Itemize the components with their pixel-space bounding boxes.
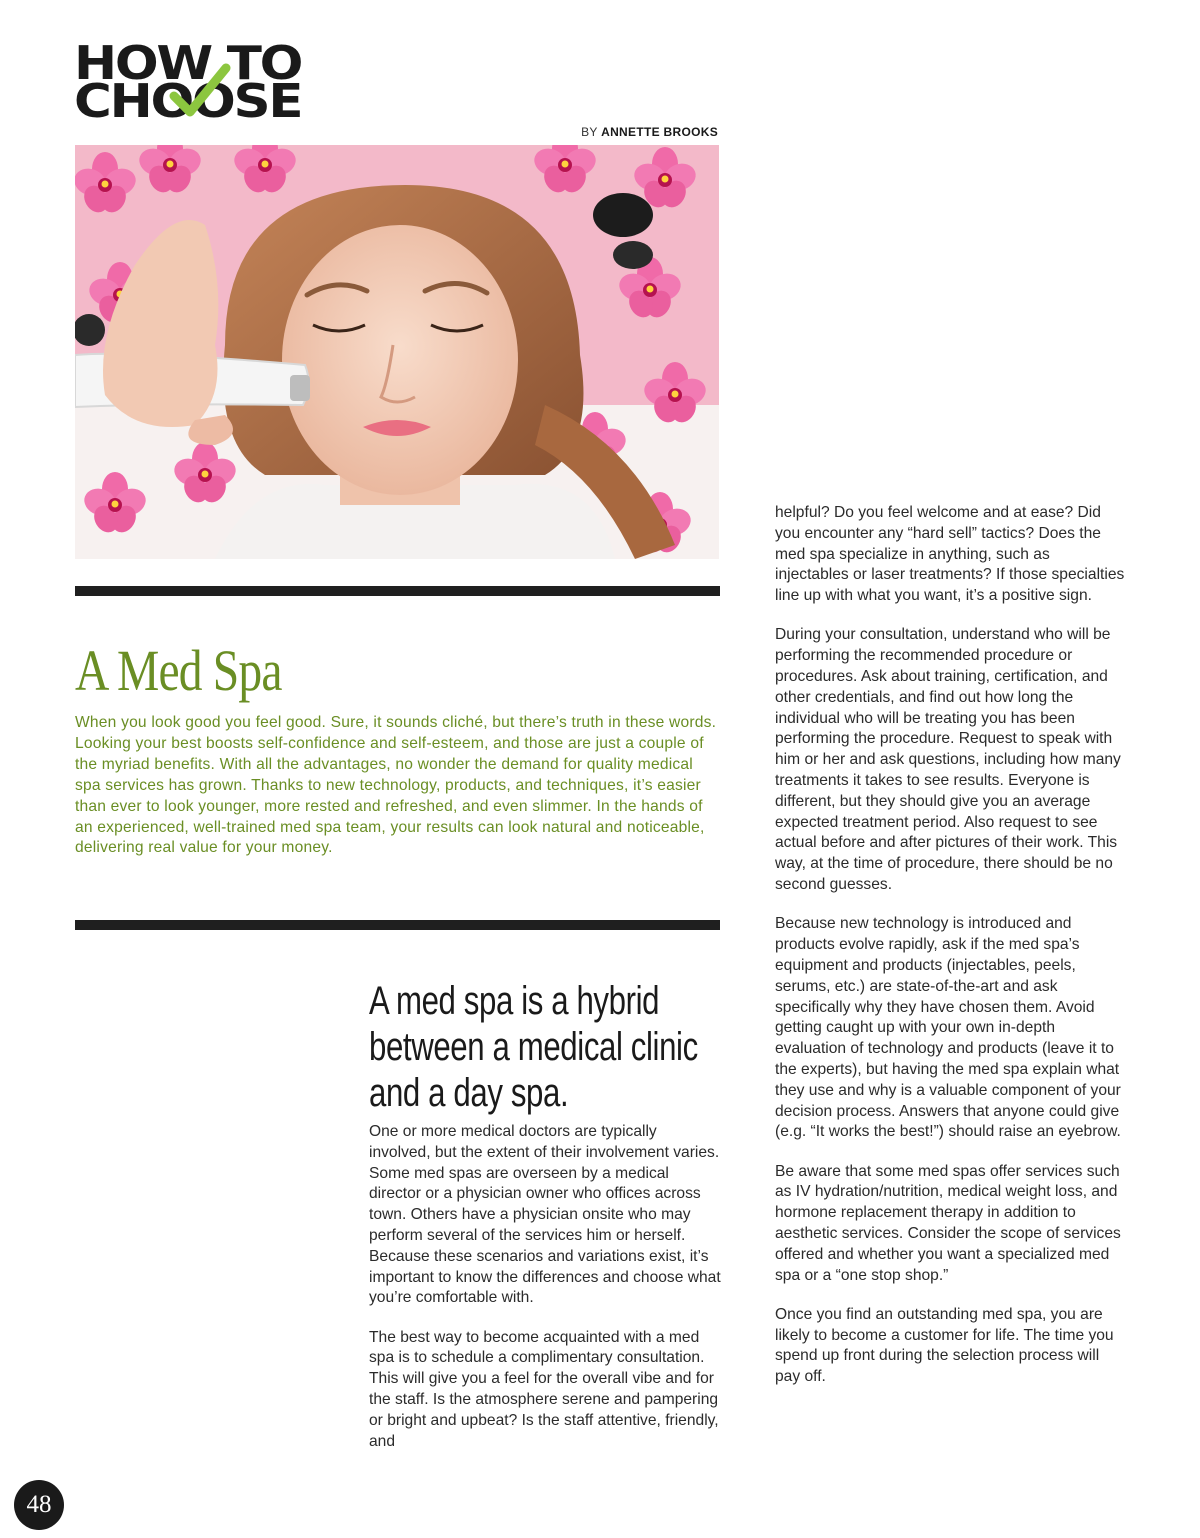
body-paragraph: One or more medical doctors are typically involved, but the extent of their involvement varies. Some med spas are overseen by a medical director or a physician owner who offices across town. Others have a physician onsite who may perform several of the services him or herself. Because these scenarios and variations exist, it’s important to know the differences and choose what you’re comfortable with. <box>369 1123 721 1307</box>
spa-facial-illustration <box>75 145 719 559</box>
pull-quote: A med spa is a hybrid between a medical clinic and a day spa. <box>369 979 698 1115</box>
how-to-choose-logo <box>74 36 344 128</box>
body-paragraph: During your consultation, understand who will be performing the recommended procedure or procedures. Ask about training, certification, and other credentials, and find out how long the individual who will be treating you has been performing the procedure. Request to speak with him or her and ask questions, including how many treatments it takes to see results. Everyone is different, but they should give you an average expected treatment period. Also request to see actual before and after pictures of their work. This way, at the time of procedure, there should be no second guesses. <box>775 626 1121 894</box>
byline-prefix: BY <box>581 125 602 139</box>
intro-paragraph: When you look good you feel good. Sure, it sounds cliché, but there’s truth in these words. Looking your best boosts self-confidence and self-esteem, and those are just a couple of the myriad benefits. With all the advantages, no wonder the demand for quality medical spa services has grown. Thanks to new technology, products, and techniques, it’s easier than ever to look younger, more rested and refreshed, and even slimmer. In the hands of an experienced, well-trained med spa team, your results can look natural and noticeable, delivering real value for your money. <box>75 714 717 857</box>
body-paragraph: The best way to become acquainted with a med spa is to schedule a complimentary consultation. This will give you a feel for the overall vibe and for the staff. Is the atmosphere serene and pampering or bright and upbeat? Is the staff attentive, friendly, and <box>369 1328 719 1450</box>
body-column-right <box>775 503 1127 1407</box>
body-paragraph: helpful? Do you feel welcome and at ease? Did you encounter any “hard sell” tactics? Does the med spa specialize in anything, such as injectables or laser treatments? If those specialties line up with what you want, it’s a positive sign. <box>775 504 1125 605</box>
section-title: A Med Spa <box>75 638 282 703</box>
logo-line-2: CHOOSE <box>74 74 302 128</box>
body-paragraph: Because new technology is introduced and products evolve rapidly, ask if the med spa’s equipment and products (injectables, peels, serums, etc.) are state-of-the-art and ask specifically why they have chosen them. Avoid getting caught up with your own in-depth evaluation of technology and products (leave it to the experts), but having the med spa explain what they use and why is a valuable component of your decision process. Answers that anyone could give (e.g. “It works the best!”) should raise an eyebrow. <box>775 915 1121 1141</box>
section-divider-bottom <box>75 920 720 930</box>
logo-line-1: HOW TO <box>74 36 302 90</box>
page-number: 48 <box>14 1480 64 1530</box>
byline <box>581 125 718 139</box>
byline-author: ANNETTE BROOKS <box>601 125 718 139</box>
section-divider-top <box>75 586 720 596</box>
body-paragraph: Once you find an outstanding med spa, you are likely to become a customer for life. The time you spend up front during the selection process will pay off. <box>775 1305 1114 1386</box>
body-column-middle <box>369 1122 721 1471</box>
body-paragraph: Be aware that some med spas offer services such as IV hydration/nutrition, medical weight loss, and hormone replacement therapy in addition to aesthetic services. Consider the scope of services offered and whether you want a specialized med spa or a “one stop shop.” <box>775 1162 1121 1284</box>
checkmark-icon <box>168 62 232 124</box>
hero-photo <box>75 145 719 559</box>
